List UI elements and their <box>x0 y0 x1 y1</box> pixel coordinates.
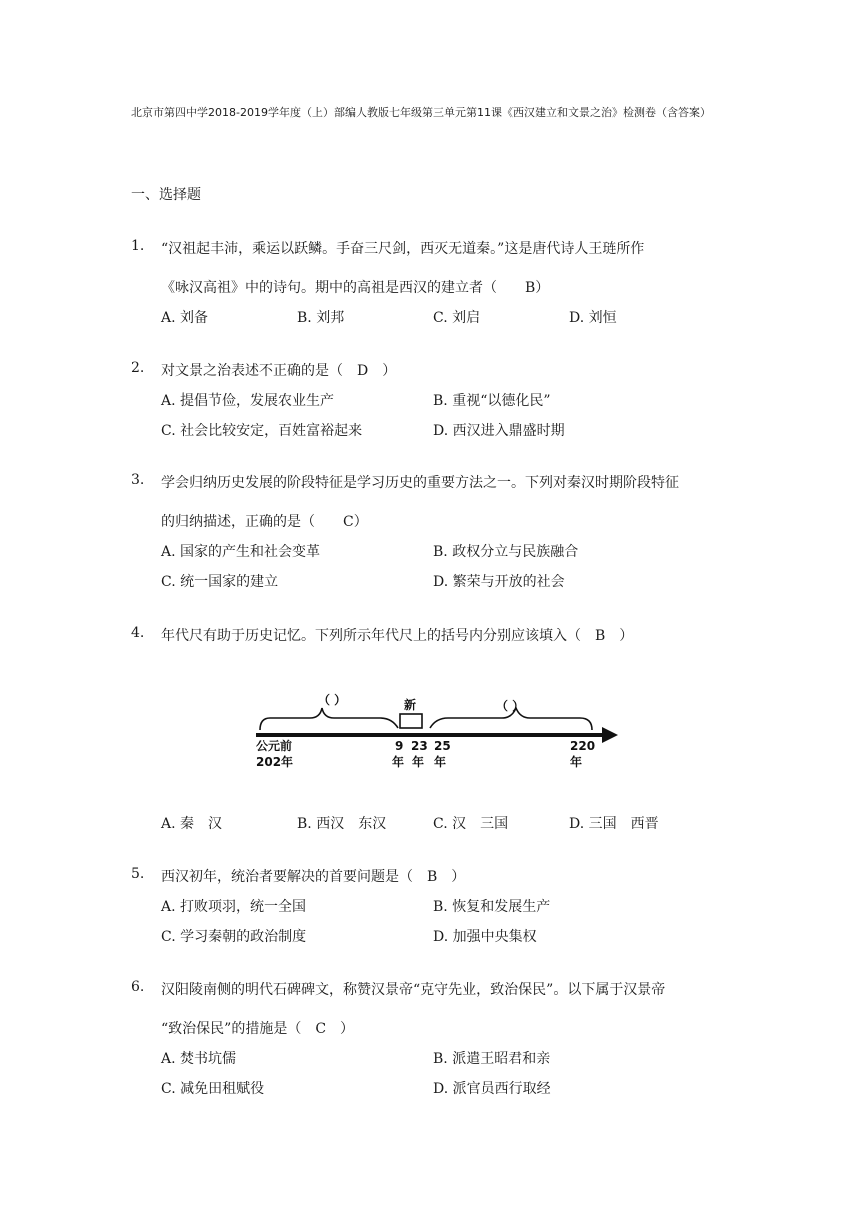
option-c: C. 社会比较安定，百姓富裕起来 <box>161 423 363 439</box>
question-number: 6. <box>131 979 145 995</box>
option-c: C. 统一国家的建立 <box>161 574 279 590</box>
question-text: 西汉初年，统治者要解决的首要问题是（ B ） <box>161 869 466 885</box>
left-bracket-label: （ ） <box>318 693 347 707</box>
question-number: 1. <box>131 238 145 254</box>
section-heading: 一、选择题 <box>131 187 201 203</box>
option-b: B. 西汉 东汉 <box>297 816 387 832</box>
option-d: D. 加强中央集权 <box>433 929 537 945</box>
option-b: B. 刘邦 <box>297 310 345 326</box>
question-text: 的归纳描述，正确的是（ C） <box>161 514 368 530</box>
xin-box <box>400 714 422 728</box>
option-c: C. 刘启 <box>433 310 481 326</box>
question-text: “致治保民”的措施是（ C ） <box>161 1021 355 1037</box>
option-b: B. 恢复和发展生产 <box>433 899 551 915</box>
option-a: A. 刘备 <box>161 310 209 326</box>
question-text: 汉阳陵南侧的明代石碑碑文，称赞汉景帝“克守先业，致治保民”。以下属于汉景帝 <box>161 982 666 998</box>
nian-23: 年 <box>412 755 425 769</box>
right-bracket-label: （ ） <box>496 699 525 713</box>
option-d: D. 刘恒 <box>569 310 617 326</box>
xin-label: 新 <box>404 698 417 712</box>
option-a: A. 秦 汉 <box>161 816 223 832</box>
question-number: 5. <box>131 866 145 882</box>
timeline-figure <box>240 682 630 782</box>
option-d: D. 派官员西行取经 <box>433 1081 551 1097</box>
question-text: 《咏汉高祖》中的诗句。期中的高祖是西汉的建立者（ B） <box>161 280 550 296</box>
option-b: B. 政权分立与民族融合 <box>433 544 579 560</box>
start-label-top: 公元前 <box>256 739 293 753</box>
nian-9: 年 <box>392 755 405 769</box>
nian-25: 年 <box>434 755 447 769</box>
option-b: B. 重视“以德化民” <box>433 393 551 409</box>
question-number: 2. <box>131 360 145 376</box>
question-text: 对文景之治表述不正确的是（ D ） <box>161 363 397 379</box>
option-c: C. 学习秦朝的政治制度 <box>161 929 307 945</box>
year-9: 9 <box>395 739 404 753</box>
question-text: “汉祖起丰沛，乘运以跃鳞。手奋三尺剑，西灭无道秦。”这是唐代诗人王琏所作 <box>161 241 645 257</box>
option-b: B. 派遣王昭君和亲 <box>433 1051 551 1067</box>
year-25: 25 <box>434 739 451 753</box>
start-label-bottom: 202年 <box>256 755 294 769</box>
option-a: A. 国家的产生和社会变革 <box>161 544 321 560</box>
question-text: 年代尺有助于历史记忆。下列所示年代尺上的括号内分别应该填入（ B ） <box>161 628 634 644</box>
option-c: C. 汉 三国 <box>433 816 509 832</box>
year-220: 220 <box>570 739 596 753</box>
question-number: 4. <box>131 625 145 641</box>
left-brace <box>260 708 398 730</box>
option-d: D. 西汉进入鼎盛时期 <box>433 423 565 439</box>
nian-220: 年 <box>570 755 583 769</box>
option-d: D. 三国 西晋 <box>569 816 659 832</box>
option-a: A. 焚书坑儒 <box>161 1051 237 1067</box>
question-text: 学会归纳历史发展的阶段特征是学习历史的重要方法之一。下列对秦汉时期阶段特征 <box>161 475 679 491</box>
timeline-arrow <box>602 727 618 743</box>
year-23: 23 <box>411 739 428 753</box>
question-number: 3. <box>131 472 145 488</box>
document-title: 北京市第四中学2018-2019学年度（上）部编人教版七年级第三单元第11课《西汉建立和文景之治》检测卷（含答案） <box>131 106 711 119</box>
option-a: A. 提倡节俭，发展农业生产 <box>161 393 335 409</box>
option-c: C. 减免田租赋役 <box>161 1081 265 1097</box>
option-d: D. 繁荣与开放的社会 <box>433 574 565 590</box>
option-a: A. 打败项羽，统一全国 <box>161 899 307 915</box>
